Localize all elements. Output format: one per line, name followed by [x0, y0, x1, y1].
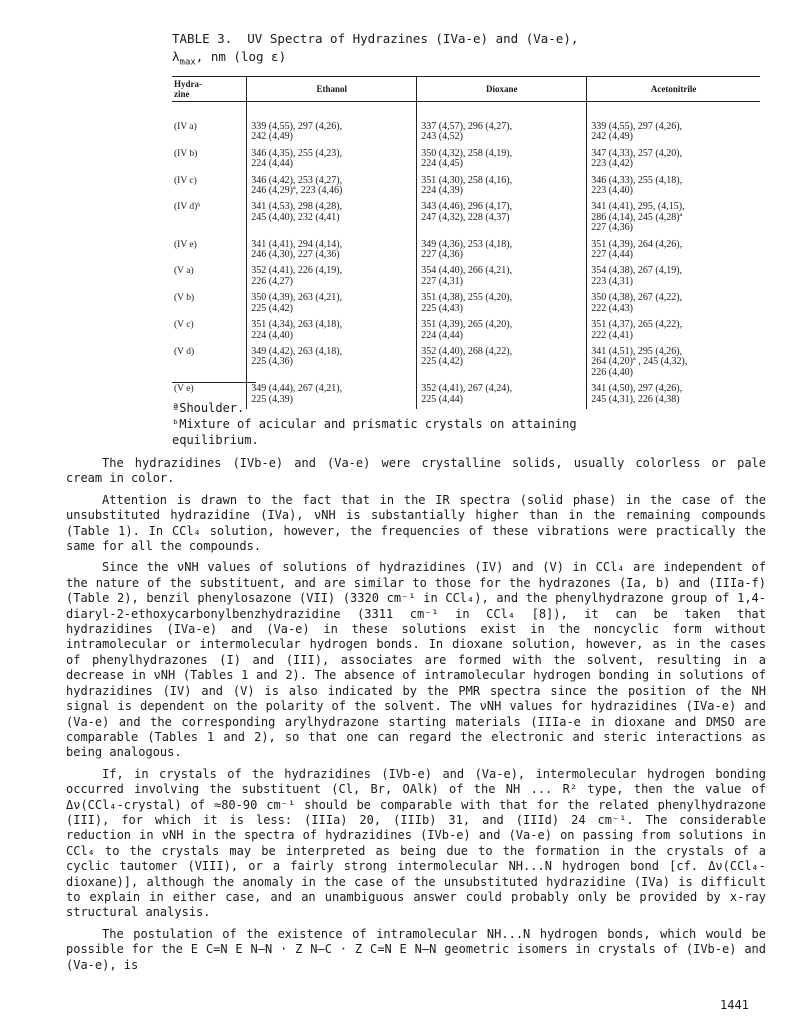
acetonitrile-cell: 341 (4,51), 295 (4,26), 264 (4,20)ª , 245 (4,32), 226 (4,40)	[587, 341, 760, 378]
header-ethanol: Ethanol	[247, 77, 417, 102]
header-hydrazine: Hydra- zine	[172, 77, 247, 102]
compound-cell: (V d)	[174, 346, 195, 357]
acetonitrile-cell: 341 (4,41), 295, (4,15), 286 (4,14), 245 (4,28)ª 227 (4,36)	[587, 196, 760, 233]
paragraph-2: Attention is drawn to the fact that in the IR spectra (solid phase) in the case of the unsubstituted hydrazidine (IVa), νNH is substantially higher than in the remaining compounds (Table 1). In CCl₄ solution, however, the frequencies of these vibrations were practically the same for all the compounds.	[66, 492, 766, 554]
acetonitrile-cell: 339 (4,55), 297 (4,26), 242 (4,49)	[587, 102, 760, 143]
ethanol-cell: 350 (4,39), 263 (4,21), 225 (4,42)	[247, 287, 417, 314]
footnote-b: ᵇMixture of acicular and prismatic crystals on attaining equilibrium.	[172, 417, 577, 447]
lambda-symbol: λ	[172, 49, 180, 64]
ethanol-cell: 349 (4,42), 263 (4,18), 225 (4,36)	[247, 341, 417, 378]
header-acetonitrile: Acetonitrile	[587, 77, 760, 102]
dioxane-cell: 354 (4,40), 266 (4,21), 227 (4,31)	[417, 260, 587, 287]
lambda-subscript: max	[179, 57, 196, 68]
dioxane-cell: 352 (4,41), 267 (4,24), 225 (4,44)	[417, 378, 587, 409]
table-row	[172, 102, 760, 143]
table-row	[172, 314, 760, 341]
paragraph-1: The hydrazidines (IVb-e) and (Va-e) were crystalline solids, usually colorless or pale cream in color.	[66, 456, 766, 486]
body-text	[66, 456, 766, 979]
dioxane-cell: 337 (4,57), 296 (4,27), 243 (4,52)	[417, 102, 587, 143]
dioxane-cell: 351 (4,38), 255 (4,20), 225 (4,43)	[417, 287, 587, 314]
table-caption	[172, 30, 578, 72]
acetonitrile-cell: 354 (4,38), 267 (4,19), 223 (4,31)	[587, 260, 760, 287]
ethanol-cell: 351 (4,34), 263 (4,18), 224 (4,40)	[247, 314, 417, 341]
compound-cell: (V b)	[174, 293, 195, 304]
caption-units: , nm (log ε)	[195, 49, 287, 64]
compound-cell: (IV d)ᵇ	[174, 202, 201, 213]
ethanol-cell: 341 (4,41), 294 (4,14), 246 (4,30), 227 (4,36)	[247, 234, 417, 261]
dioxane-cell: 351 (4,30), 258 (4,16), 224 (4,39)	[417, 170, 587, 197]
header-dioxane: Dioxane	[417, 77, 587, 102]
uv-spectra-table	[172, 76, 760, 409]
table-header-row	[172, 77, 760, 102]
ethanol-cell: 352 (4,41), 226 (4,19), 226 (4,27)	[247, 260, 417, 287]
compound-cell: (V c)	[174, 320, 194, 331]
table-row	[172, 234, 760, 261]
footnote-rule	[172, 382, 256, 383]
dioxane-cell: 350 (4,32), 258 (4,19), 224 (4,45)	[417, 143, 587, 170]
acetonitrile-cell: 341 (4,50), 297 (4,26), 245 (4,31), 226 (4,38)	[587, 378, 760, 409]
footnote-a: ªShoulder.	[172, 401, 245, 415]
compound-cell: (V e)	[174, 384, 194, 395]
acetonitrile-cell: 350 (4,38), 267 (4,22), 222 (4,43)	[587, 287, 760, 314]
compound-cell: (IV e)	[174, 239, 197, 250]
paragraph-4: If, in crystals of the hydrazidines (IVb-e) and (Va-e), intermolecular hydrogen bonding occurred involving the substituent (Cl, Br, OAlk) of the NH ... R² type, then the value of Δν(CCl₄-crystal) of ≈80-90 cm⁻¹ should be comparable with that for the related phenylhydrazone (III), for which it is less: (IIIa) 20, (IIIb) 31, and (IIId) 24 cm⁻¹. The considerable reduction in νNH in the spectra of hydrazidines (IVb-e) and (Va-e) on passing from solutions in CCl₄ to the crystals may be interpreted as being due to the formation in the crystals of a cyclic tautomer (VIII), or a fairly strong intermolecular NH...N hydrogen bond [cf. Δν(CCl₄-dioxane)], although the anomaly in the case of the unsubstituted hydrazidine (IVa) is difficult to explain in either case, and an unambiguous answer could probably only be provided by x-ray structural analysis.	[66, 766, 766, 920]
ethanol-cell: 346 (4,35), 255 (4,23), 224 (4,44)	[247, 143, 417, 170]
footnotes	[172, 400, 577, 448]
compound-cell: (IV b)	[174, 148, 198, 159]
paragraph-5: The postulation of the existence of intramolecular NH...N hydrogen bonds, which would be possible for the E C=N E N–N · Z N–C · Z C=N E N–N geometric isomers in crystals of (IVb-e) and (Va-e), is	[66, 926, 766, 972]
table-body	[172, 102, 760, 409]
page-number: 1441	[720, 998, 749, 1012]
caption-line-1: TABLE 3. UV Spectra of Hydrazines (IVa-e) and (Va-e),	[172, 31, 579, 46]
ethanol-cell: 339 (4,55), 297 (4,26), 242 (4,49)	[247, 102, 417, 143]
compound-cell: (IV c)	[174, 175, 197, 186]
dioxane-cell: 349 (4,36), 253 (4,18), 227 (4,36)	[417, 234, 587, 261]
dioxane-cell: 343 (4,46), 296 (4,17), 247 (4,32), 228 (4,37)	[417, 196, 587, 233]
paragraph-3: Since the νNH values of solutions of hydrazidines (IV) and (V) in CCl₄ are independent of the nature of the substituent, and are similar to those for the hydrazones (Ia, b) and (IIIa-f) (Table 2), benzil phenylosazone (VII) (3320 cm⁻¹ in CCl₄), and the phenylhydrazone group of 1,4-diaryl-2-ethoxycarbonylbenzhydrazidine (3311 cm⁻¹ in CCl₄ [8]), it can be taken that hydrazidines (IVa-e) and (Va-e) in these solutions exist in the noncyclic form without intramolecular or intermolecular hydrogen bonds. In dioxane solution, however, as in the cases of phenylhydrazones (I) and (III), associates are formed with the solvent, resulting in a decrease in νNH (Tables 1 and 2). The absence of intramolecular hydrogen bonding in solutions of hydrazidines (IV) and (V) is also indicated by the PMR spectra since the position of the NH signal is dependent on the polarity of the solvent. The νNH values for hydrazidines (IVa-e) and (Va-e) and the corresponding arylhydrazone starting materials (IIIa-e in dioxane and DMSO are comparable (Tables 1 and 2), so that one can regard the electronic and steric interactions as being analogous.	[66, 560, 766, 760]
table-row	[172, 260, 760, 287]
ethanol-cell: 346 (4,42), 253 (4,27), 246 (4,29)ª, 223 (4,46)	[247, 170, 417, 197]
acetonitrile-cell: 346 (4,33), 255 (4,18), 223 (4,40)	[587, 170, 760, 197]
acetonitrile-cell: 351 (4,39), 264 (4,26), 227 (4,44)	[587, 234, 760, 261]
table-row	[172, 341, 760, 378]
table-row	[172, 170, 760, 197]
dioxane-cell: 351 (4,39), 265 (4,20), 224 (4,44)	[417, 314, 587, 341]
table-row	[172, 143, 760, 170]
compound-cell: (V a)	[174, 266, 194, 277]
table-row	[172, 287, 760, 314]
ethanol-cell: 341 (4,53), 298 (4,28), 245 (4,40), 232 (4,41)	[247, 196, 417, 233]
dioxane-cell: 352 (4,40), 268 (4,22), 225 (4,42)	[417, 341, 587, 378]
ethanol-cell: 349 (4,44), 267 (4,21), 225 (4,39)	[247, 378, 417, 409]
compound-cell: (IV a)	[174, 122, 197, 132]
acetonitrile-cell: 351 (4,37), 265 (4,22), 222 (4,41)	[587, 314, 760, 341]
table-row	[172, 196, 760, 233]
acetonitrile-cell: 347 (4,33), 257 (4,20), 223 (4,42)	[587, 143, 760, 170]
